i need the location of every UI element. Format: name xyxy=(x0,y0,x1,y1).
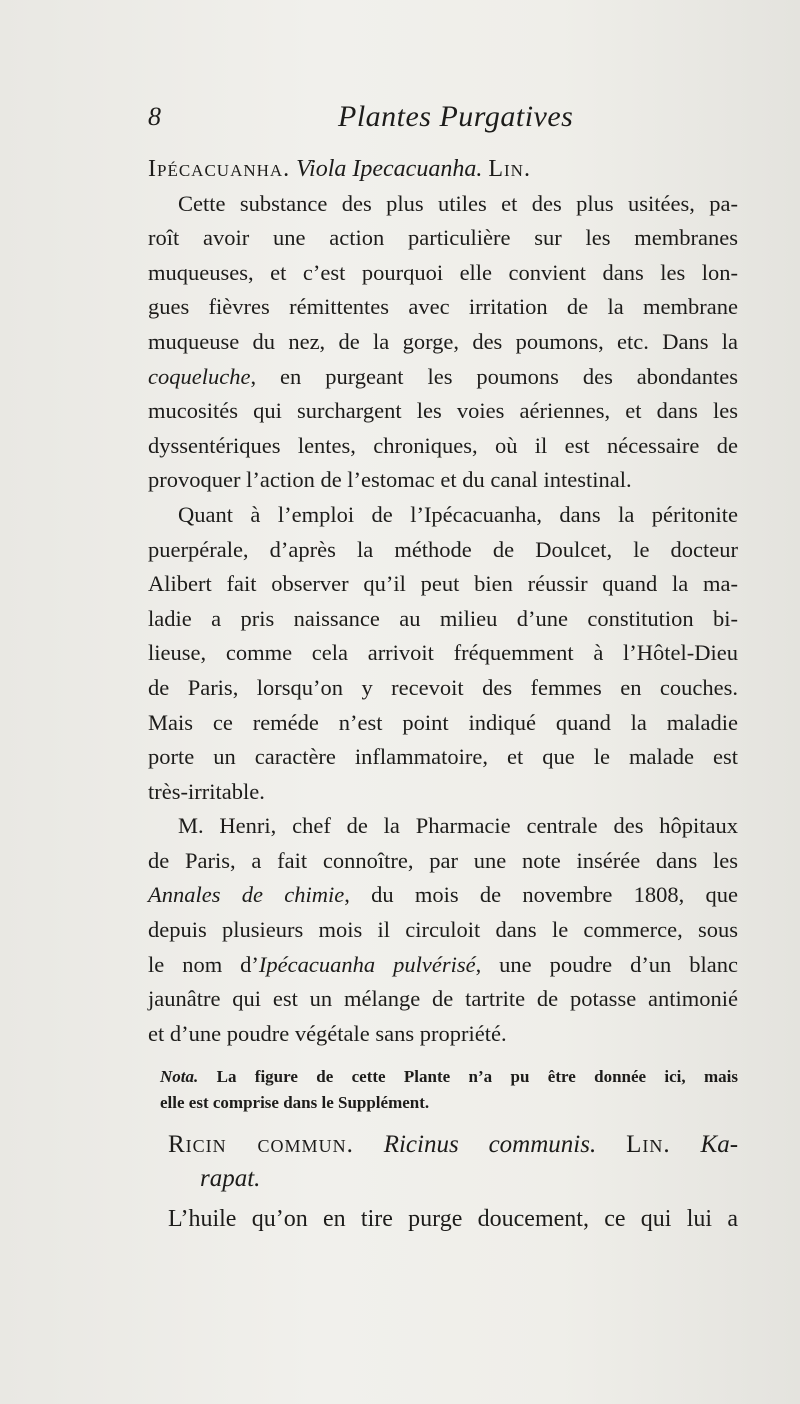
paragraph-line: lieuse, comme cela arrivoit fréquemment à l’Hôtel-Dieu xyxy=(148,640,738,666)
paragraph-line: jaunâtre qui est un mélange de tartrite de potasse antimonié xyxy=(148,986,738,1012)
heading-author: Lin. xyxy=(626,1131,671,1158)
heading-vernacular-name: Ka- xyxy=(700,1131,739,1158)
paragraph-text: , une poudre d’un blanc xyxy=(475,951,739,977)
paragraph-line: muqueuses, et c’est pourquoi elle convient dans les lon- xyxy=(148,259,738,285)
section-heading-ipecacuanha xyxy=(148,152,738,187)
paragraph-line: dyssentériques lentes, chroniques, où il est nécessaire de xyxy=(148,432,738,458)
note-text: La figure de cette Plante n’a pu être donnée ici, mais xyxy=(216,1067,739,1086)
paragraph-line: ladie a pris naissance au milieu d’une constitution bi- xyxy=(148,605,738,631)
note-label: Nota. xyxy=(160,1067,199,1086)
italic-journal-title: Annales de chimie xyxy=(148,882,345,908)
paragraph-ricin xyxy=(168,1202,738,1237)
paragraph-line: très-irritable. xyxy=(148,778,265,804)
heading-plant-name: Ipécacuanha. xyxy=(148,156,291,182)
paragraph-line: L’huile qu’on en tire purge doucement, ce qui lui a xyxy=(168,1206,738,1232)
paragraph-line: Quant à l’emploi de l’Ipécacuanha, dans la péritonite xyxy=(178,501,738,527)
page-number: 8 xyxy=(148,102,161,131)
section-heading-ricin xyxy=(168,1128,738,1196)
heading-latin-name: Ricinus communis. xyxy=(383,1131,597,1158)
page-header xyxy=(148,100,738,140)
main-text xyxy=(148,152,738,1051)
paragraph-line: de Paris, lorsqu’on y recevoit des femmes en couches. xyxy=(148,674,738,700)
italic-term: coqueluche xyxy=(148,363,251,389)
paragraph-line: mucosités qui surchargent les voies aériennes, et dans les xyxy=(148,398,738,424)
paragraph-text: , du mois de novembre 1808, que xyxy=(344,882,739,908)
paragraph-text: le nom d’ xyxy=(148,951,259,977)
paragraph-line: muqueuse du nez, de la gorge, des poumons, etc. Dans la xyxy=(148,328,738,354)
paragraph-line: Cette substance des plus utiles et des plus usitées, pa- xyxy=(178,190,738,216)
paragraph-line: puerpérale, d’après la méthode de Doulcet, le docteur xyxy=(148,536,738,562)
paragraph-line: provoquer l’action de l’estomac et du canal intestinal. xyxy=(148,467,632,493)
heading-latin-name: Viola Ipecacuanha. xyxy=(296,156,483,182)
paragraph-line: gues fièvres rémittentes avec irritation de la membrane xyxy=(148,294,738,320)
paragraph-line xyxy=(148,948,738,983)
paragraph-line: et d’une poudre végétale sans propriété. xyxy=(148,1020,507,1046)
paragraph-line: porte un caractère inflammatoire, et que le malade est xyxy=(148,744,738,770)
paragraph-text: , en purgeant les poumons des abondantes xyxy=(250,363,738,389)
paragraph-line: Alibert fait observer qu’il peut bien réussir quand la ma- xyxy=(148,571,738,597)
heading-plant-name: Ricin commun. xyxy=(168,1131,354,1158)
heading-vernacular-continued: rapat. xyxy=(200,1165,261,1192)
paragraph-line: M. Henri, chef de la Pharmacie centrale des hôpitaux xyxy=(178,813,738,839)
nota-note xyxy=(160,1064,738,1116)
note-line: elle est comprise dans le Supplément. xyxy=(160,1093,430,1112)
paragraph-line xyxy=(148,878,738,913)
heading-line xyxy=(168,1128,738,1162)
note-line xyxy=(160,1064,738,1090)
paragraph-line xyxy=(148,360,738,395)
heading-author: Lin. xyxy=(488,156,531,182)
paragraph-line: Mais ce reméde n’est point indiqué quand la maladie xyxy=(148,709,738,735)
paragraph-line: depuis plusieurs mois il circuloit dans le commerce, sous xyxy=(148,917,738,943)
italic-product-name: Ipécacuanha pulvérisé xyxy=(258,951,476,977)
paragraph-line: roît avoir une action particulière sur les membranes xyxy=(148,225,738,251)
paragraph-line: de Paris, a fait connoître, par une note insérée dans les xyxy=(148,847,738,873)
running-title: Plantes Purgatives xyxy=(338,100,574,133)
